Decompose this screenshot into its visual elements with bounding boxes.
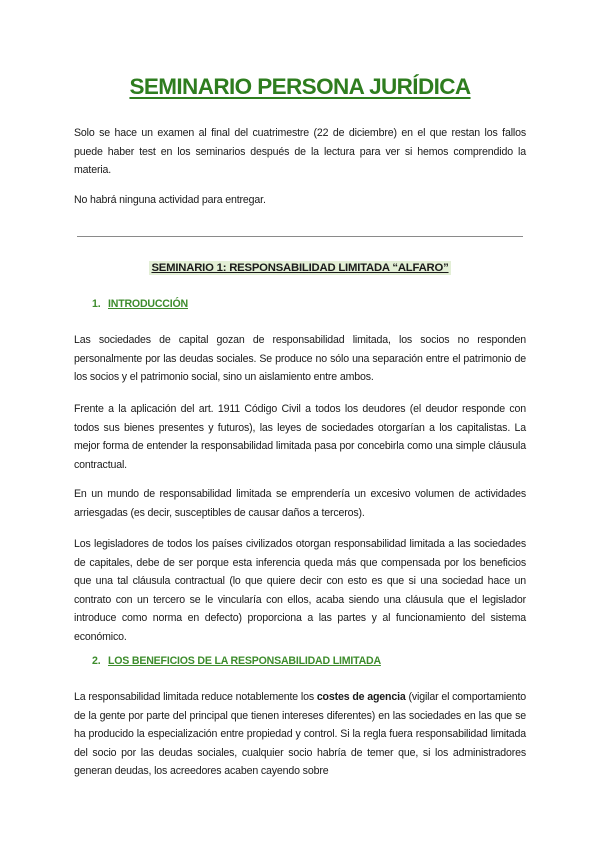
paragraph: Frente a la aplicación del art. 1911 Código Civil a todos los deudores (el deudor responde con todos sus bienes presentes y futuros), las leyes de sociedades otorgarían a los capitalistas. La mejor forma de entender la responsabilidad limitada pasa por concebirla como una simple cláusula contractual.	[74, 403, 526, 471]
paragraph: Los legisladores de todos los países civilizados otorgan responsabilidad limitada a las sociedades de capitales, debe de ser porque esta inferencia queda más que compensada por los beneficios que una tal cláusula contractual (lo que quiere decir con esto es que si una sociedad hace un contrato con un tercero se le vincularía con ellos, acaba siendo una cláusula que el legislador introduce como norma en defecto) proporciona a las partes y al funcionamiento del sistema económico.	[74, 538, 526, 643]
section-heading-text: INTRODUCCIÓN	[108, 298, 188, 310]
page-title: SEMINARIO PERSONA JURÍDICA	[129, 74, 471, 99]
section-heading-introduccion	[92, 298, 188, 310]
bold-term: costes de agencia	[316, 691, 406, 703]
paragraph	[74, 688, 526, 781]
paragraph: Las sociedades de capital gozan de responsabilidad limitada, los socios no responden personalmente por las deudas sociales. Se produce no sólo una separación entre el patrimonio de los socios y el patrimonio social, sino un aislamiento entre ambos.	[74, 334, 526, 383]
section-heading-text: LOS BENEFICIOS DE LA RESPONSABILIDAD LIMITADA	[108, 655, 381, 667]
note-paragraph: No habrá ninguna actividad para entregar.	[74, 194, 266, 206]
seminar-title	[0, 262, 600, 274]
paragraph-text: (vigilar el comportamiento de la gente por parte del principal que tienen intereses diferentes) en las sociedades en las que se ha producido la especialización entre propiedad y control. Si la regla fuera responsabilidad limitada del socio por las deudas sociales, cualquier socio habría de temer que, si los administradores generan deudas, los acreedores acaben cayendo sobre	[74, 691, 526, 777]
section-number: 1.	[92, 298, 101, 310]
seminar-title-text: SEMINARIO 1: RESPONSABILIDAD LIMITADA “ALFARO”	[151, 262, 449, 274]
paragraph-text: La responsabilidad limitada reduce notablemente los	[74, 691, 317, 703]
paragraph: En un mundo de responsabilidad limitada se emprendería un excesivo volumen de actividades arriesgadas (es decir, susceptibles de causar daños a terceros).	[74, 488, 526, 519]
section-heading-beneficios	[92, 655, 381, 667]
section-number: 2.	[92, 655, 101, 667]
divider	[77, 236, 523, 237]
intro-paragraph: Solo se hace un examen al final del cuatrimestre (22 de diciembre) en el que restan los fallos puede haber test en los seminarios después de la lectura para ver si hemos comprendido la materia.	[74, 127, 526, 176]
